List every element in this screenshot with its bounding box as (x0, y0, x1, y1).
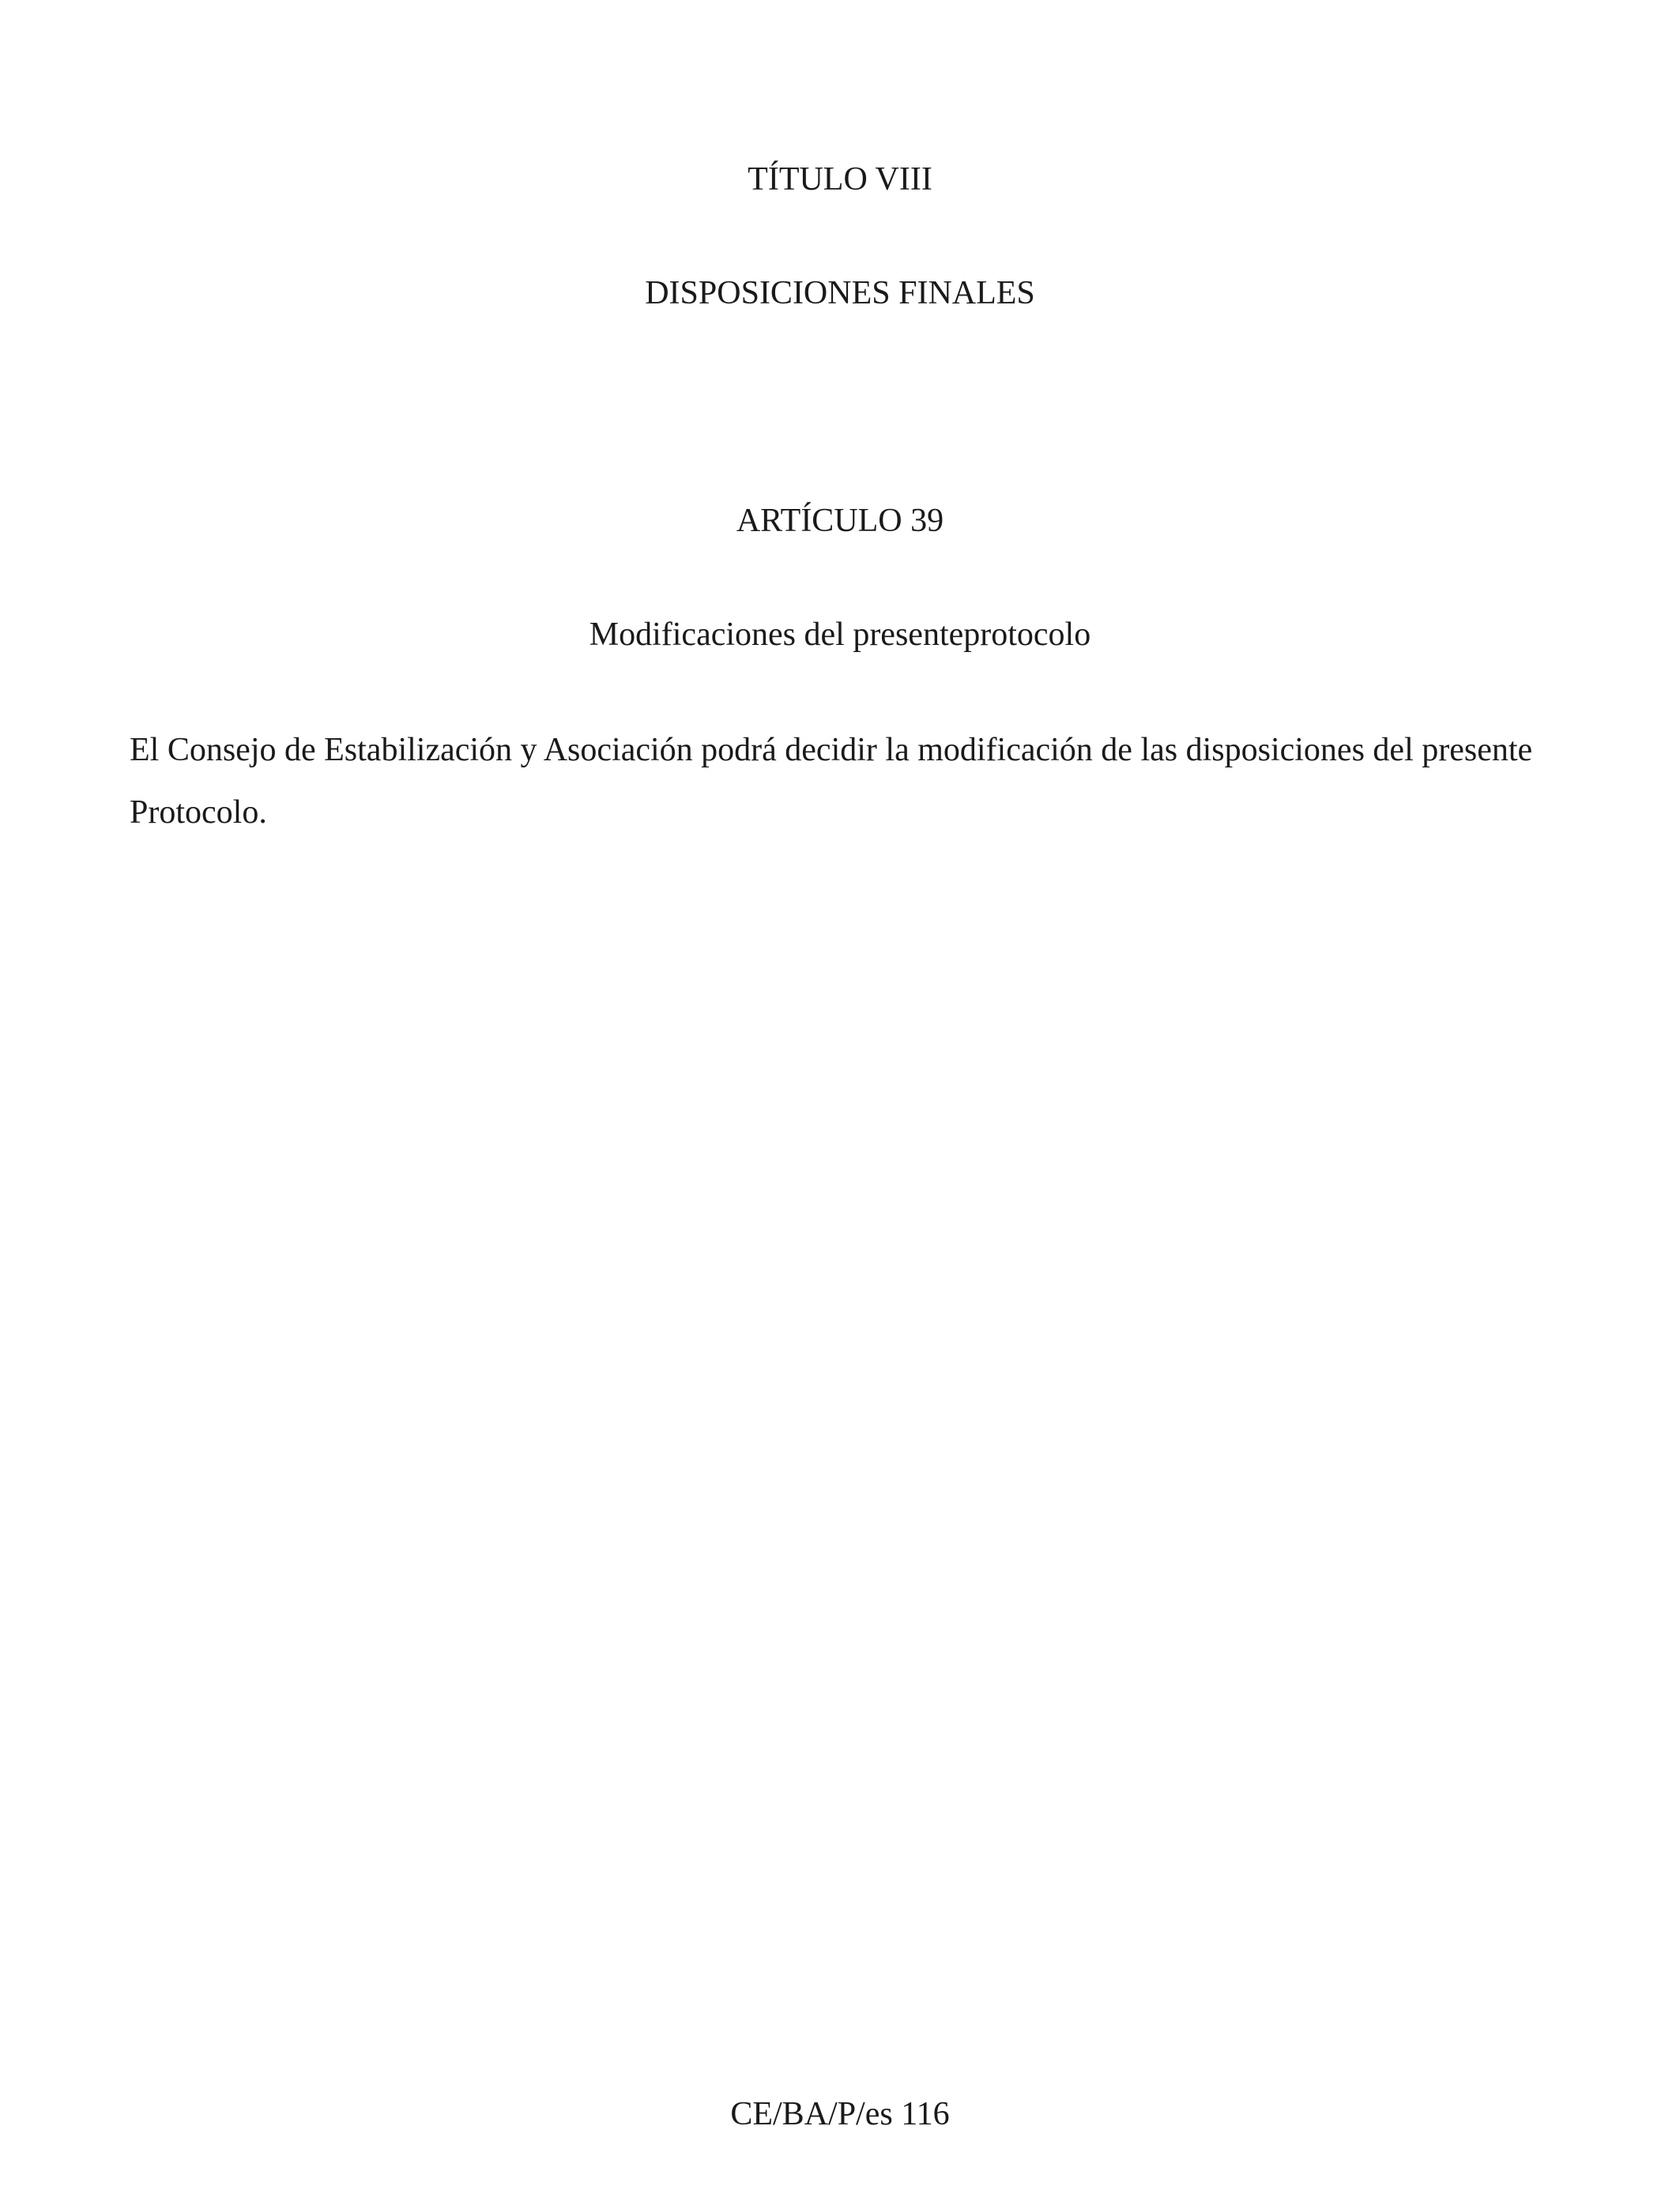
section-heading: DISPOSICIONES FINALES (645, 275, 1035, 311)
article-title: Modificaciones del presenteprotocolo (589, 616, 1091, 653)
article-body: El Consejo de Estabilización y Asociación podrá decidir la modificación de las disposiciones del presente Protocolo. (130, 732, 1533, 831)
title-heading: TÍTULO VIII (748, 161, 932, 198)
article-number: ARTÍCULO 39 (736, 503, 944, 539)
footer-reference: CE/BA/P/es 116 (730, 2096, 950, 2132)
